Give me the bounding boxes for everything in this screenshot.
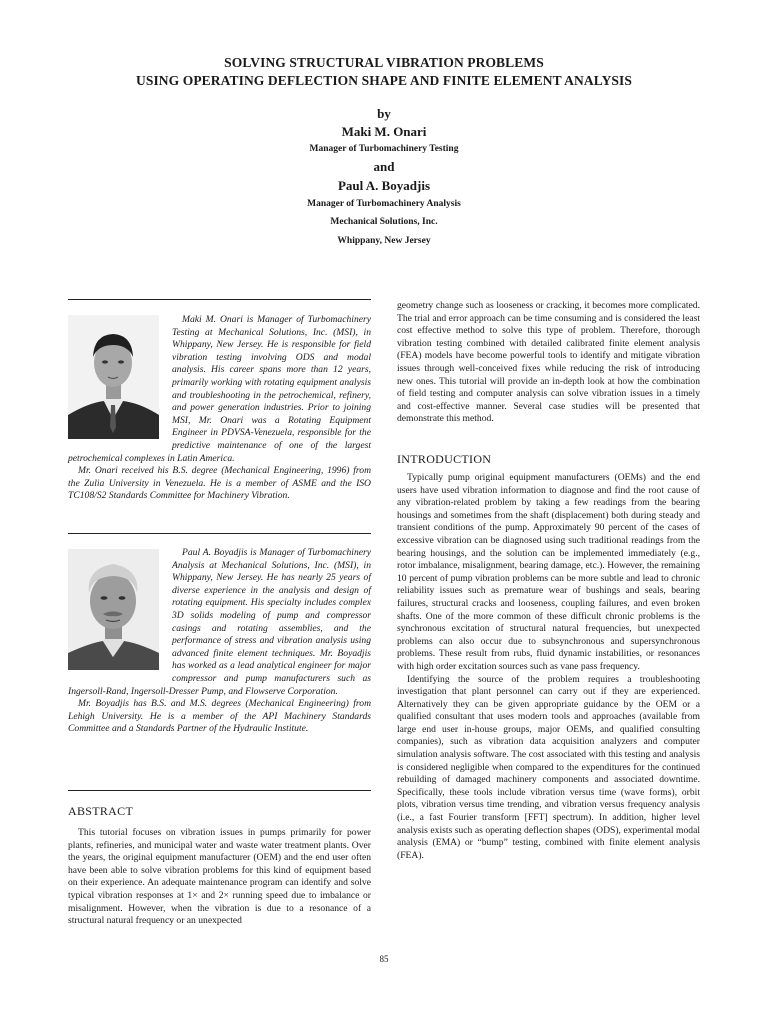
introduction-paragraph-1: Typically pump original equipment manufacturers (OEMs) and the end users have used vibration information to diagnose and find the root cause of any vibration-related problem by taking a few readings from the bearing housings and sometimes from the shaft (displacement) both during steady and transient conditions of the pump. Approximately 90 percent of the cases of excessive vibration can be diagnosed using such traditional readings from the bearing housings, and the solution can be implemented immediately (e.g., rotor imbalance, misalignment, bearing damage, etc.). However, the remaining 10 percent of pump vibration problems can be more subtle and lead to chronic reliability issues such as premature wear of bushings and seals, bearing failures, structural cracks and looseness, coupling failures, and even broken shafts. One of the more common of these difficult chronic problems is the synchronous excitation of structural natural frequencies, but unexpected problems can also occur due to subsynchronous and supersynchronous problems. These result from rubs, fluid dynamic instabilities, or resonances with high order excitation sources such as vane pass frequency.: [397, 472, 700, 672]
introduction-body: [397, 472, 700, 862]
photo-2-spacer: [68, 547, 172, 673]
abstract-continued-paragraph: geometry change such as looseness or cracking, it becomes more complicated. The trial and error approach can be time consuming and is considered the least cost effective method to solve this type of problem. Therefore, thorough vibration testing combined with detailed calibrated finite element analysis (FEA) models have become powerful tools to identify and mitigate vibration issues through well-conceived fixes while reducing the risk of introducing new ones. This tutorial will provide an in-depth look at how the combination of field testing and computer analysis can solve vibration issues in a timely and cost-effective manner. Several case studies will be presented that demonstrate this method.: [397, 300, 700, 425]
photo-1-spacer: [68, 314, 172, 440]
abstract-paragraph: This tutorial focuses on vibration issues in pumps primarily for power plants, refineries, and municipal water and waste water treatment plants. Over the years, the original equipment manufacturer (OEM) and the end user often have been able to solve vibration problems for this kind of equipment based on their experience. An adequate maintenance program can identify and solve typical vibration responses at 1× and 2× running speed due to imbalance or misalignment. However, when the vibration is due to a resonance of a structural natural frequency or an unexpected: [68, 827, 371, 927]
bio-divider-middle: [68, 533, 371, 534]
company-location: Whippany, New Jersey: [337, 236, 431, 246]
introduction-paragraph-2: Identifying the source of the problem requires a troubleshooting investigation that plant personnel can carry out if they are experienced. Alternatively they can be given appropriate guidance by the OEM or a qualified consultant that uses modern tools and approaches (available from large end user in-house groups, major OEMs, and qualified consulting companies), such as vibration data acquisition analyzers and computer simulation analysis software. The cost associated with this testing and analysis is considered negligible when compared to the expenditures for the continued rebuilding of damaged machinery components and associated downtime. Specifically, these tools include vibration versus time (wave forms), orbit plots, vibration versus time trending, and vibration versus frequency analysis (i.e., a fast Fourier transform [FFT] spectrum). In addition, higher level analysis exists such as operating deflection shapes (ODS), experimental modal analysis (EMA) or “bump” testing, combined with finite element analysis (FEA).: [397, 673, 700, 861]
byline-by: by: [377, 106, 391, 121]
abstract-continued: [397, 300, 700, 426]
company-name: Mechanical Solutions, Inc.: [330, 217, 438, 227]
author-1-title: Manager of Turbomachinery Testing: [309, 144, 459, 154]
author-2-title: Manager of Turbomachinery Analysis: [307, 199, 461, 209]
author-2-bio: [68, 547, 371, 736]
author-2-bio-paragraph-1: Paul A. Boyadjis is Manager of Turbomachinery Analysis at Mechanical Solutions, Inc. (MSI), in Whippany, New Jersey. He has nearly 25 years of diverse experience in the analysis and design of rotating equipment. His specialty includes complex 3D solids modeling of pump and compressor casings and rotating assemblies, and the performance of stress and vibration analysis using advanced finite element techniques. Mr. Boyadjis has worked as a lead analytical engineer for major compressor and pump manufacturers such as Ingersoll-Rand, Ingersoll-Dresser Pump, and Flowserve Corporation.: [68, 547, 371, 697]
author-1-bio: [68, 314, 371, 503]
introduction-heading: INTRODUCTION: [397, 452, 492, 466]
byline-and: and: [373, 159, 395, 174]
author-2-name: Paul A. Boyadjis: [337, 178, 431, 193]
paper-title-line-2: USING OPERATING DEFLECTION SHAPE AND FINITE ELEMENT ANALYSIS: [136, 73, 632, 88]
author-2-bio-paragraph-2: Mr. Boyadjis has B.S. and M.S. degrees (Mechanical Engineering) from Lehigh University. He is a member of the API Machinery Standards Committee and a Standards Partner of the Hydraulic Institute.: [68, 698, 371, 735]
bio-divider-top: [68, 299, 371, 300]
abstract-heading: ABSTRACT: [68, 804, 134, 818]
page-number: 85: [379, 954, 389, 964]
abstract-body: [68, 827, 371, 928]
author-1-bio-paragraph-2: Mr. Onari received his B.S. degree (Mechanical Engineering, 1996) from the Zulia University in Venezuela. He is a member of ASME and the ISO TC108/S2 Standards Committee for Machinery Vibration.: [68, 465, 371, 502]
paper-title-line-1: SOLVING STRUCTURAL VIBRATION PROBLEMS: [224, 55, 544, 70]
author-1-bio-paragraph-1: Maki M. Onari is Manager of Turbomachinery Testing at Mechanical Solutions, Inc. (MSI), in Whippany, New Jersey. He is responsible for field vibration testing involving ODS and modal analysis. His career spans more than 12 years, primarily working with rotating equipment analysis and troubleshooting in the petrochemical, refinery, and power generation industries. Prior to joining MSI, Mr. Onari was a Rotating Equipment Engineer in PDVSA-Venezuela, responsible for the predictive maintenance of one of the largest petrochemical complexes in Latin America.: [68, 314, 371, 464]
author-1-name: Maki M. Onari: [341, 124, 427, 139]
bio-divider-bottom: [68, 790, 371, 791]
